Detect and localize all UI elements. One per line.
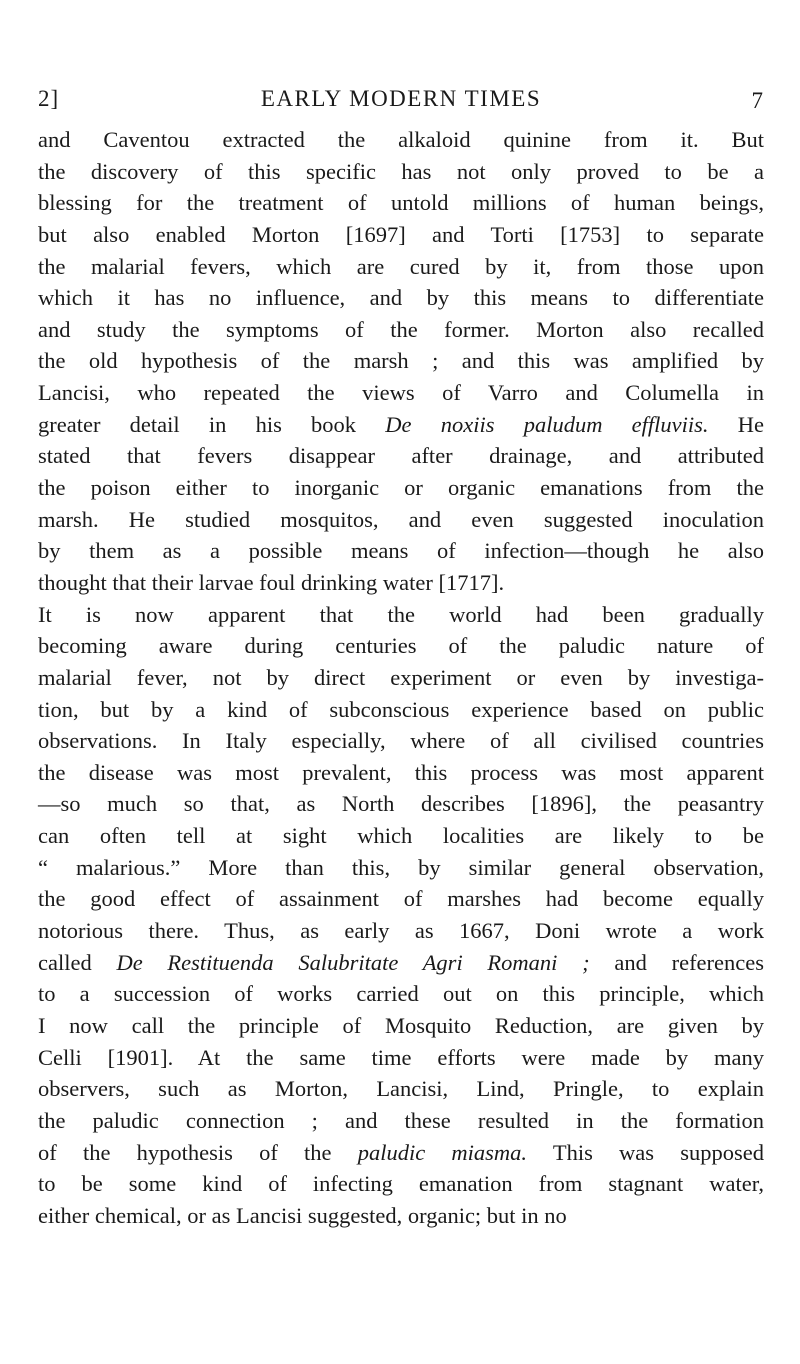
text-segment: becoming aware during centuries of the paludic nature of	[38, 633, 764, 659]
text-line	[38, 314, 764, 346]
text-segment: and Caventou extracted the alkaloid quinine from it. But	[38, 127, 764, 152]
text-segment: the paludic connection ; and these resulted in the formation	[38, 1107, 764, 1133]
text-line	[38, 694, 764, 726]
chapter-number: 2]	[38, 86, 60, 111]
text-line	[38, 345, 764, 377]
text-segment: observers, such as Morton, Lancisi, Lind, Pringle, to explain	[38, 1076, 764, 1102]
text-line	[38, 883, 764, 915]
text-line	[38, 219, 764, 251]
text-segment: observations. In Italy especially, where of all civilised countries	[38, 728, 764, 754]
text-line	[38, 915, 764, 947]
text-segment: by them as a possible means of infection—though he also	[38, 538, 764, 564]
text-segment: to be some kind of infecting emanation from stagnant water,	[38, 1171, 764, 1197]
text-line	[38, 820, 764, 852]
text-line	[38, 187, 764, 219]
text-segment: the good effect of assainment of marshes had become equally	[38, 886, 764, 912]
italic-title: De Restituenda Salubritate Agri Romani ;	[116, 949, 590, 975]
text-segment: This was supposed	[527, 1139, 765, 1165]
text-segment: tion, but by a kind of subconscious experience based on public	[38, 696, 764, 722]
text-line	[38, 1200, 764, 1232]
text-line	[38, 725, 764, 757]
text-segment: the old hypothesis of the marsh ; and this was amplified by	[38, 348, 764, 374]
body-text	[38, 124, 764, 1231]
text-segment: blessing for the treatment of untold millions of human beings,	[38, 190, 764, 216]
text-segment: Lancisi, who repeated the views of Varro and Columella in	[38, 380, 764, 406]
text-segment: the discovery of this specific has not only proved to be a	[38, 158, 764, 184]
text-segment: marsh. He studied mosquitos, and even suggested inoculation	[38, 506, 764, 532]
text-segment: of the hypothesis of the	[38, 1139, 358, 1165]
text-line	[38, 409, 764, 441]
text-segment: greater detail in his book	[38, 411, 386, 437]
text-line	[38, 599, 764, 631]
page-number: 7	[751, 88, 764, 113]
text-segment: He	[708, 411, 764, 437]
text-line	[38, 472, 764, 504]
text-line	[38, 1010, 764, 1042]
text-line	[38, 1168, 764, 1200]
text-line	[38, 978, 764, 1010]
text-line	[38, 377, 764, 409]
text-segment: I now call the principle of Mosquito Reduction, are given by	[38, 1012, 764, 1038]
text-line	[38, 124, 764, 156]
text-line	[38, 788, 764, 820]
text-segment: and study the symptoms of the former. Morton also recalled	[38, 316, 764, 342]
text-line	[38, 440, 764, 472]
running-head	[38, 86, 764, 116]
text-line	[38, 251, 764, 283]
text-segment: the poison either to inorganic or organic emanations from the	[38, 475, 764, 501]
text-segment: which it has no influence, and by this means to differentiate	[38, 285, 764, 311]
text-segment: malarial fever, not by direct experiment or even by investiga-	[38, 664, 764, 690]
text-line	[38, 1105, 764, 1137]
text-line	[38, 630, 764, 662]
text-line	[38, 1042, 764, 1074]
text-segment: stated that fevers disappear after drainage, and attributed	[38, 443, 764, 469]
text-segment: notorious there. Thus, as early as 1667, Doni wrote a work	[38, 918, 764, 944]
text-segment: either chemical, or as Lancisi suggested, organic; but in no	[38, 1202, 567, 1228]
text-line	[38, 1073, 764, 1105]
italic-title: paludic miasma.	[357, 1139, 528, 1165]
text-segment: to a succession of works carried out on this principle, which	[38, 981, 764, 1007]
text-segment: It is now apparent that the world had been gradually	[38, 601, 764, 627]
text-line	[38, 757, 764, 789]
text-segment: —so much so that, as North describes [1896], the peasantry	[38, 791, 764, 817]
text-segment: “ malarious.” More than this, by similar general observation,	[38, 854, 764, 880]
text-line	[38, 662, 764, 694]
text-line	[38, 156, 764, 188]
running-title: EARLY MODERN TIMES	[260, 86, 542, 111]
text-line	[38, 282, 764, 314]
text-line	[38, 852, 764, 884]
text-segment: thought that their larvae foul drinking water [1717].	[38, 569, 505, 595]
italic-title: De noxiis paludum effluviis.	[385, 411, 709, 437]
text-line	[38, 1137, 764, 1169]
text-line	[38, 504, 764, 536]
text-segment: the malarial fevers, which are cured by it, from those upon	[38, 253, 764, 279]
text-segment: and references	[589, 949, 765, 975]
text-segment: but also enabled Morton [1697] and Torti [1753] to separate	[38, 221, 764, 247]
text-segment: the disease was most prevalent, this process was most apparent	[38, 759, 764, 785]
text-segment: called	[38, 949, 117, 975]
text-line	[38, 535, 764, 567]
text-segment: Celli [1901]. At the same time efforts were made by many	[38, 1044, 764, 1070]
text-segment: can often tell at sight which localities are likely to be	[38, 823, 764, 849]
text-line	[38, 947, 764, 979]
text-line	[38, 567, 764, 599]
